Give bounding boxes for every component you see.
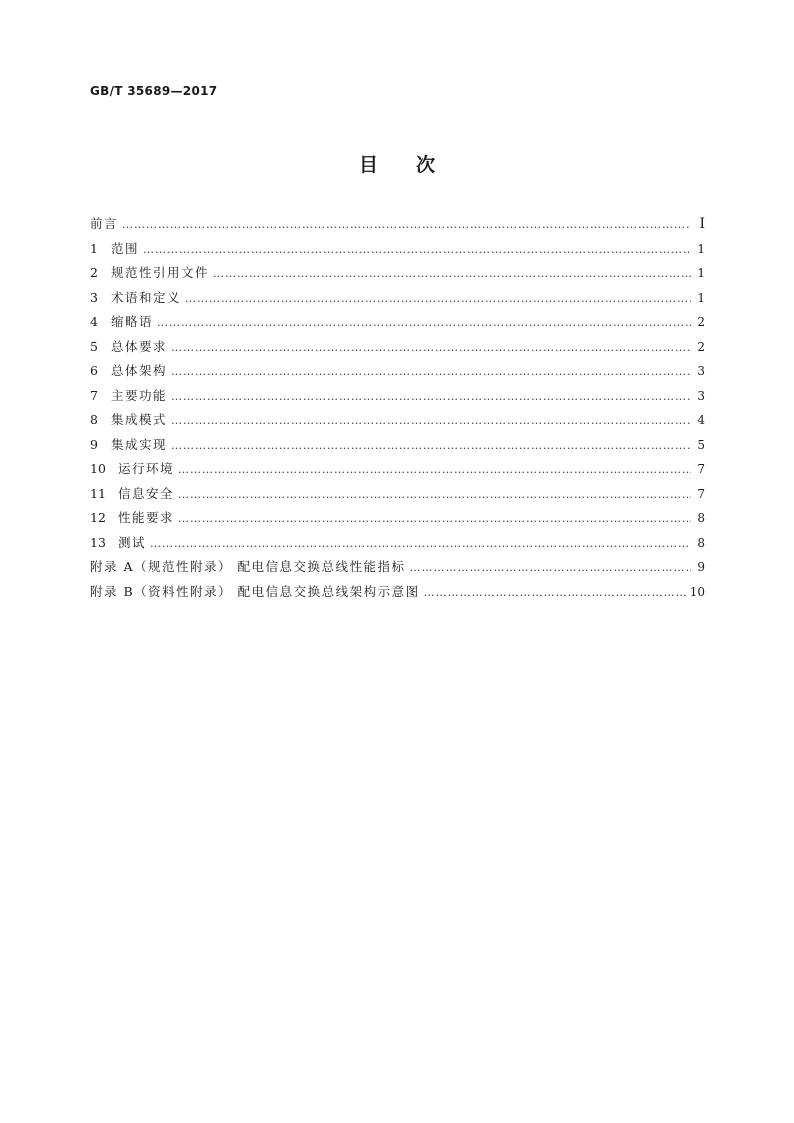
toc-entry-page: 4 (697, 413, 705, 427)
toc-entry-page: 9 (697, 560, 705, 574)
toc-entry[interactable] (90, 239, 705, 264)
toc-entry-label: 运行环境 (118, 461, 175, 476)
toc-entry[interactable] (90, 263, 705, 288)
toc-entry-label: 范围 (111, 240, 140, 256)
toc-entry-page: 10 (689, 584, 705, 599)
toc-entry-page: 5 (697, 437, 705, 452)
toc-leader-dots (122, 218, 691, 231)
toc-entry-label: 规范性引用文件 (111, 265, 210, 280)
toc-entry[interactable] (90, 435, 705, 460)
toc-entry-number: 7 (90, 387, 98, 403)
toc-entry-label: 附录 B（资料性附录） 配电信息交换总线架构示意图 (90, 583, 420, 599)
toc-entry-page: 3 (697, 388, 705, 403)
toc-entry-page: 7 (697, 486, 705, 501)
toc-entry[interactable] (90, 484, 705, 509)
toc-entry-page: 1 (697, 290, 705, 305)
toc-entry[interactable] (90, 288, 705, 313)
toc-entry-label: 缩略语 (111, 314, 154, 329)
toc-entry-label: 集成模式 (111, 412, 168, 427)
toc-entry-number: 3 (90, 289, 98, 305)
toc-leader-dots (171, 390, 691, 403)
toc-entry-page: 8 (697, 535, 705, 550)
toc-entry-label: 附录 A（规范性附录） 配电信息交换总线性能指标 (90, 559, 406, 574)
toc-entry-number: 13 (90, 534, 106, 550)
toc-entry-label: 总体架构 (111, 363, 168, 378)
toc-entry-label: 主要功能 (111, 387, 168, 403)
page-title: 目次 (358, 154, 473, 176)
toc-entry-page: 3 (697, 364, 705, 378)
toc-leader-dots (143, 243, 691, 256)
toc-entry-appendix[interactable] (90, 582, 705, 607)
toc-entry-page: I (699, 216, 705, 232)
toc-entry-number: 5 (90, 338, 98, 354)
toc-entry-number: 4 (90, 314, 98, 329)
toc-entry-number: 10 (90, 461, 106, 476)
toc-entry-number: 6 (90, 363, 98, 378)
toc-entry[interactable] (90, 361, 705, 386)
toc-leader-dots (171, 341, 691, 354)
toc-leader-dots (171, 365, 691, 378)
toc-entry[interactable] (90, 533, 705, 558)
toc-entry-number: 12 (90, 510, 106, 525)
toc-entry-page: 1 (697, 266, 705, 280)
toc-leader-dots (409, 561, 691, 574)
toc-entry-number: 9 (90, 436, 98, 452)
toc-leader-dots (185, 292, 691, 305)
toc-entry[interactable] (90, 214, 705, 239)
toc-leader-dots (424, 586, 686, 599)
standard-code: GB/T 35689—2017 (90, 84, 218, 98)
toc-entry-label: 集成实现 (111, 436, 168, 452)
toc-entry-page: 2 (697, 339, 705, 354)
toc-entry[interactable] (90, 459, 705, 484)
toc-entry-label: 前言 (90, 216, 119, 231)
toc-leader-dots (171, 439, 691, 452)
toc-entry-label: 术语和定义 (111, 289, 182, 305)
toc-entry[interactable] (90, 312, 705, 337)
table-of-contents (90, 214, 705, 606)
toc-entry-page: 8 (697, 511, 705, 525)
toc-leader-dots (178, 512, 691, 525)
toc-entry-page: 2 (697, 315, 705, 329)
toc-entry-page: 1 (697, 241, 705, 256)
toc-leader-dots (213, 267, 691, 280)
toc-entry[interactable] (90, 386, 705, 411)
toc-entry-appendix[interactable] (90, 557, 705, 582)
toc-entry-number: 2 (90, 265, 98, 280)
toc-entry[interactable] (90, 410, 705, 435)
toc-entry[interactable] (90, 508, 705, 533)
toc-entry-number: 11 (90, 485, 106, 501)
toc-leader-dots (150, 537, 691, 550)
toc-leader-dots (178, 463, 691, 476)
toc-entry-label: 测试 (118, 534, 147, 550)
toc-entry-page: 7 (697, 462, 705, 476)
toc-entry-number: 1 (90, 240, 98, 256)
toc-leader-dots (157, 316, 691, 329)
toc-leader-dots (178, 488, 691, 501)
toc-entry-label: 信息安全 (118, 485, 175, 501)
toc-entry-label: 性能要求 (118, 510, 175, 525)
toc-entry-label: 总体要求 (111, 338, 168, 354)
toc-leader-dots (171, 414, 691, 427)
toc-entry[interactable] (90, 337, 705, 362)
toc-entry-number: 8 (90, 412, 98, 427)
